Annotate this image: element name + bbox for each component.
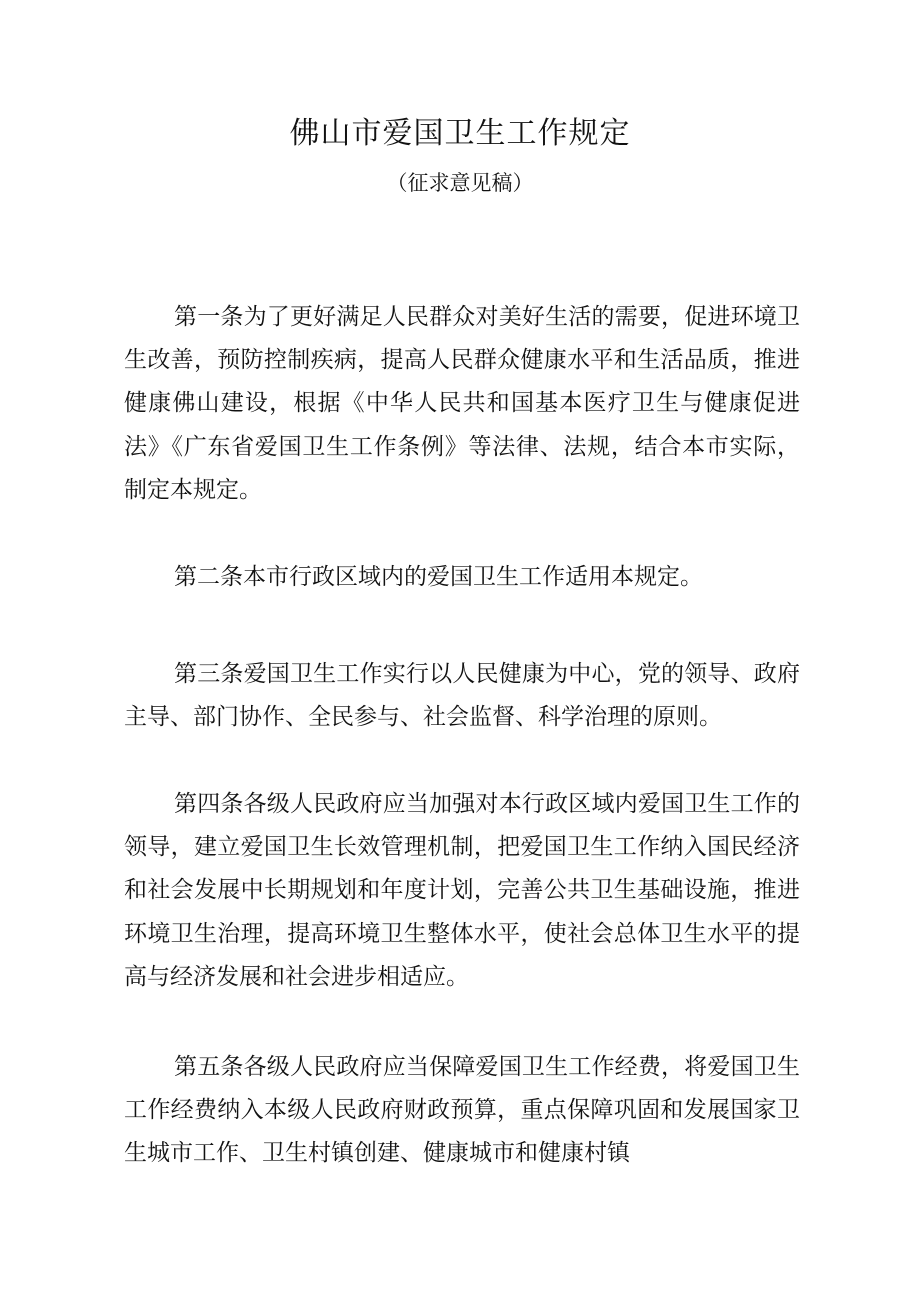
document-title: 佛山市爱国卫生工作规定	[289, 116, 631, 151]
article-1: 第一条为了更好满足人民群众对美好生活的需要，促进环境卫生改善，预防控制疾病，提高人民群众健康水平和生活品质，推进健康佛山建设，根据《中华人民共和国基本医疗卫生与健康促进法》《广东省爱国卫生工作条例》等法律、法规，结合本市实际，制定本规定。	[124, 304, 800, 503]
article-3: 第三条爱国卫生工作实行以人民健康为中心，党的领导、政府主导、部门协作、全民参与、社会监督、科学治理的原则。	[124, 661, 800, 731]
article-5: 第五条各级人民政府应当保障爱国卫生工作经费，将爱国卫生工作经费纳入本级人民政府财政预算，重点保障巩固和发展国家卫生城市工作、卫生村镇创建、健康城市和健康村镇	[124, 1054, 800, 1167]
article-4: 第四条各级人民政府应当加强对本行政区域内爱国卫生工作的领导，建立爱国卫生长效管理机制，把爱国卫生工作纳入国民经济和社会发展中长期规划和年度计划，完善公共卫生基础设施，推进环境卫生治理，提高环境卫生整体水平，使社会总体卫生水平的提高与经济发展和社会进步相适应。	[124, 791, 800, 990]
article-2: 第二条本市行政区域内的爱国卫生工作适用本规定。	[174, 564, 703, 590]
document-subtitle: （征求意见稿）	[386, 171, 534, 195]
